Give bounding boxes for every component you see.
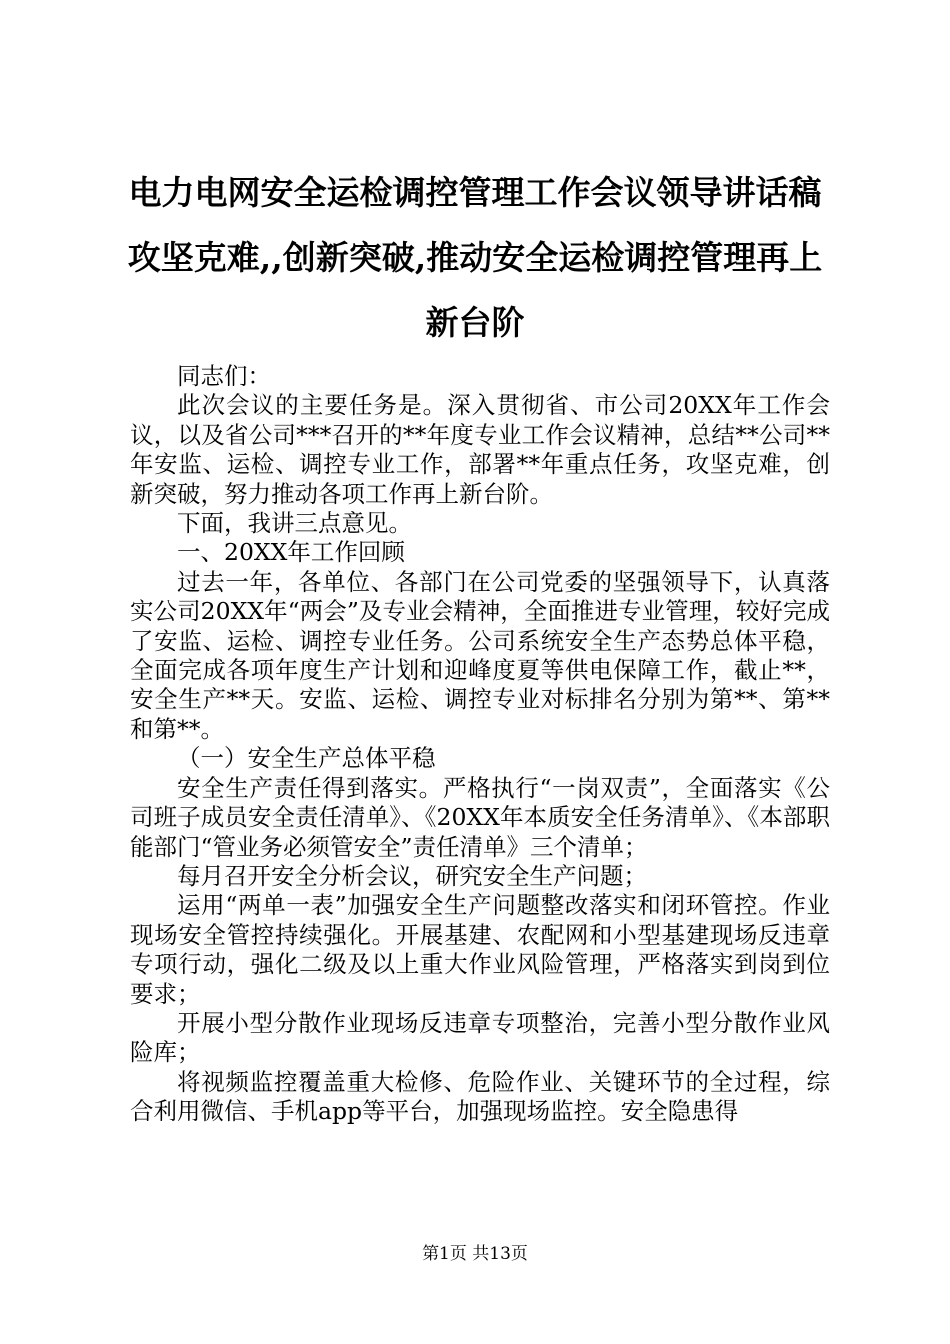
paragraph-monthly-meeting: 每月召开安全分析会议，研究安全生产问题； (177, 861, 647, 890)
document-title: 电力电网安全运检调控管理工作会议领导讲话稿攻坚克难,,创新突破,推动安全运检调控管理再上新台阶 (127, 173, 823, 342)
document-body (130, 362, 830, 1127)
paragraph-small-scattered-work: 开展小型分散作业现场反违章专项整治，完善小型分散作业风险库； (130, 1008, 830, 1067)
paragraph-video-monitoring: 将视频监控覆盖重大检修、危险作业、关键环节的全过程，综合利用微信、手机app等平台，加强现场监控。安全隐患得 (130, 1067, 830, 1126)
page-number-footer: 第1页 共13页 (422, 1244, 528, 1264)
paragraph-meeting-task: 此次会议的主要任务是。深入贯彻省、市公司20XX年工作会议，以及省公司***召开的**年度专业工作会议精神，总结**公司**年安监、运检、调控专业工作，部署**年重点任务，攻坚克难，创新突破，努力推动各项工作再上新台阶。 (130, 391, 830, 508)
heading-subsection-one: （一）安全生产总体平稳 (177, 744, 436, 773)
paragraph-review: 过去一年，各单位、各部门在公司党委的坚强领导下，认真落实公司20XX年“两会”及专业会精神，全面推进专业管理，较好完成了安监、运检、调控专业任务。公司系统安全生产态势总体平稳，全面完成各项年度生产计划和迎峰度夏等供电保障工作，截止**，安全生产**天。安监、运检、调控专业对标排名分别为第**、第**和第**。 (130, 567, 830, 743)
heading-section-one: 一、20XX年工作回顾 (177, 538, 405, 567)
paragraph-salutation: 同志们： (177, 362, 271, 390)
paragraph-three-points: 下面，我讲三点意见。 (177, 509, 412, 538)
paragraph-two-lists-one-table: 运用“两单一表”加强安全生产问题整改落实和闭环管控。作业现场安全管控持续强化。开展基建、农配网和小型基建现场反违章专项行动，强化二级及以上重大作业风险管理，严格落实到岗到位要求； (130, 891, 830, 1008)
paragraph-safety-responsibility: 安全生产责任得到落实。严格执行“一岗双责”，全面落实《公司班子成员安全责任清单》、《20XX年本质安全任务清单》、《本部职能部门“管业务必须管安全”责任清单》三个清单； (130, 773, 830, 861)
